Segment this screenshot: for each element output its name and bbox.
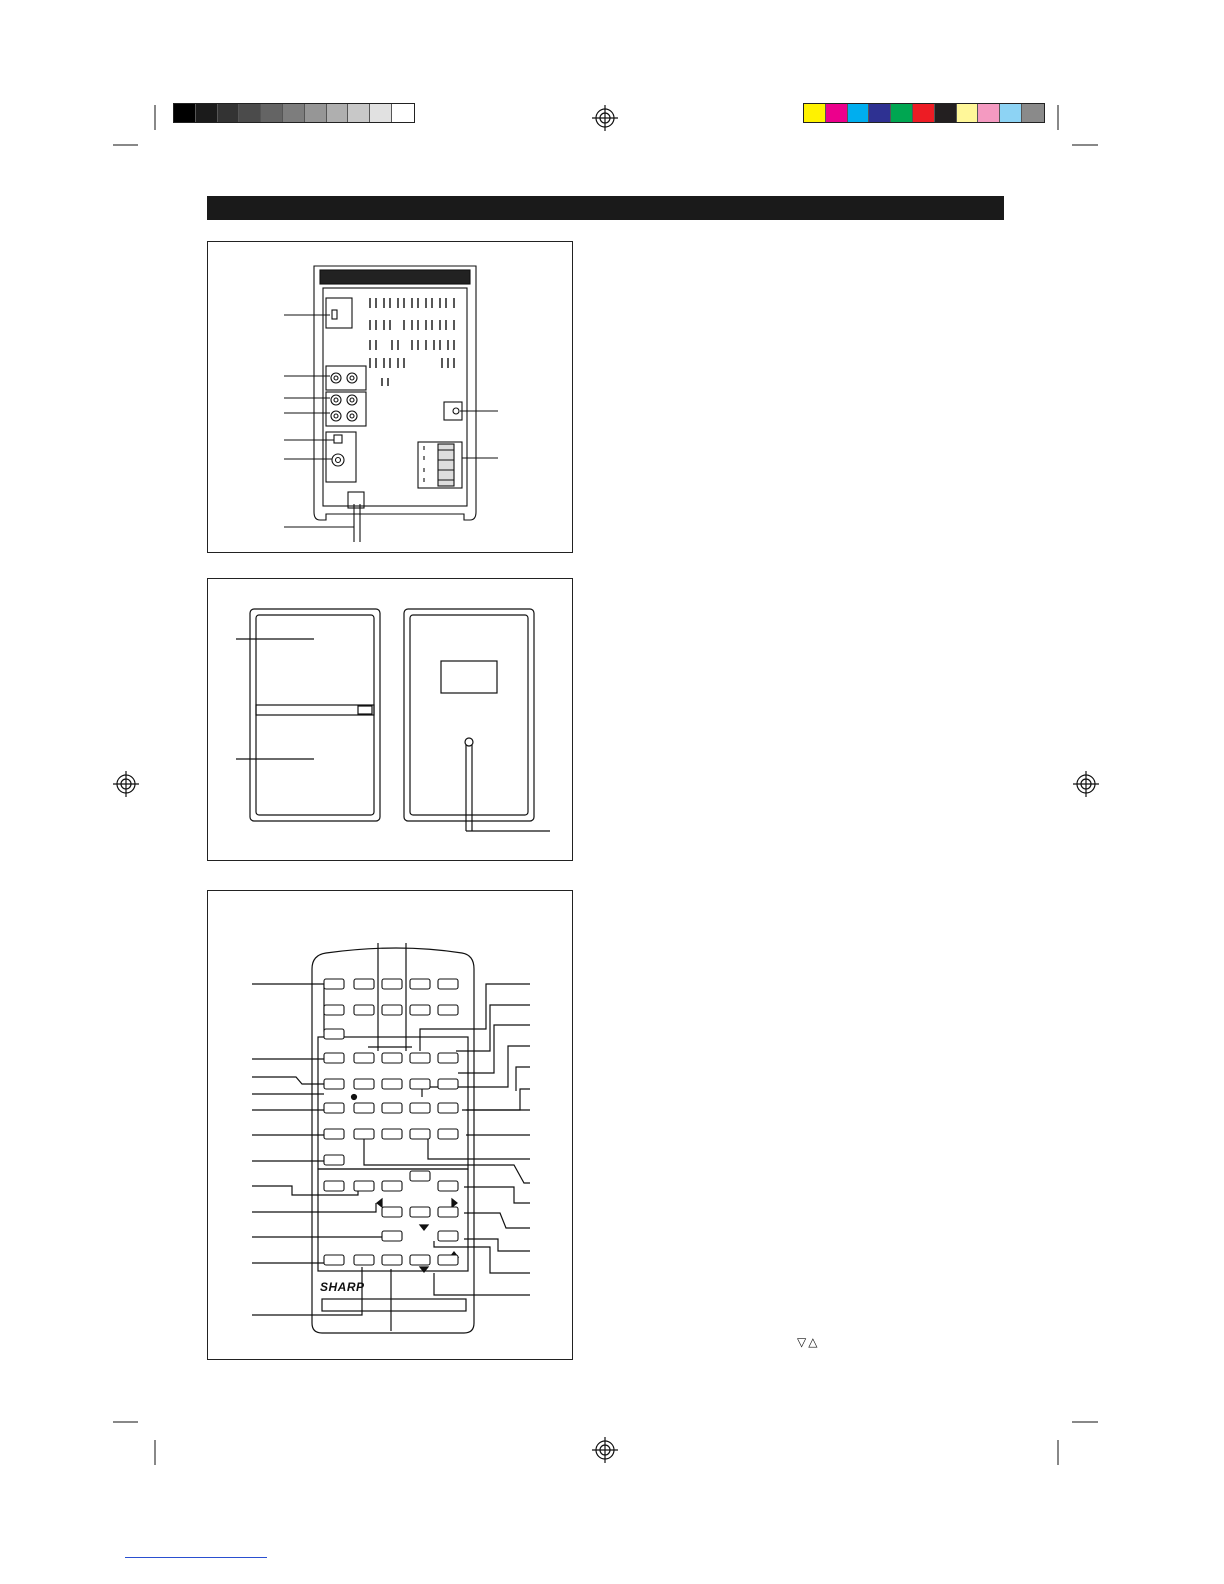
remote-button-8[interactable]: [382, 1005, 402, 1015]
remote-button-32[interactable]: [324, 1155, 344, 1165]
remote-button-24[interactable]: [382, 1103, 402, 1113]
remote-button-45[interactable]: [410, 1255, 430, 1265]
remote-button-4[interactable]: [410, 979, 430, 989]
remote-button-20[interactable]: [410, 1079, 430, 1089]
rear-panel-figure: [207, 241, 573, 553]
color-swatch-1: [804, 104, 826, 122]
remote-button-46[interactable]: [438, 1255, 458, 1265]
remote-button-1[interactable]: [324, 979, 344, 989]
remote-control-drawing: [208, 891, 574, 1361]
grayscale-calibration-strip: [173, 103, 415, 123]
color-swatch-9: [978, 104, 1000, 122]
remote-button-29[interactable]: [382, 1129, 402, 1139]
color-swatch-4: [869, 104, 891, 122]
speaker-figure: [207, 578, 573, 861]
remote-button-25[interactable]: [410, 1103, 430, 1113]
remote-brand-logo: SHARP: [320, 1280, 365, 1294]
color-swatch-6: [913, 104, 935, 122]
remote-button-2[interactable]: [354, 979, 374, 989]
remote-button-30[interactable]: [410, 1129, 430, 1139]
gray-swatch-4: [239, 104, 261, 122]
color-swatch-7: [935, 104, 957, 122]
remote-button-16[interactable]: [438, 1053, 458, 1063]
remote-button-42[interactable]: [324, 1255, 344, 1265]
remote-button-7[interactable]: [354, 1005, 374, 1015]
remote-button-36[interactable]: [438, 1181, 458, 1191]
remote-button-19[interactable]: [382, 1079, 402, 1089]
main-unit-rear-drawing: [208, 242, 574, 554]
remote-button-5[interactable]: [438, 979, 458, 989]
gray-swatch-7: [305, 104, 327, 122]
footer-link-underline: [125, 1557, 267, 1558]
remote-button-28[interactable]: [354, 1129, 374, 1139]
remote-button-26[interactable]: [438, 1103, 458, 1113]
remote-button-12[interactable]: [324, 1053, 344, 1063]
color-swatch-10: [1000, 104, 1022, 122]
speaker-drawing: [208, 579, 574, 862]
remote-button-dpad-up[interactable]: [410, 1171, 430, 1181]
gray-swatch-10: [370, 104, 392, 122]
color-swatch-2: [826, 104, 848, 122]
section-title-bar: [207, 196, 1004, 220]
remote-button-41[interactable]: [438, 1231, 458, 1241]
remote-button-44[interactable]: [382, 1255, 402, 1265]
remote-control-figure: [207, 890, 573, 1360]
remote-button-43[interactable]: [354, 1255, 374, 1265]
remote-button-39[interactable]: [438, 1207, 458, 1217]
triangle-down-up-icons: ▽△: [797, 1335, 820, 1349]
color-swatch-11: [1022, 104, 1044, 122]
gray-swatch-11: [392, 104, 414, 122]
remote-button-34[interactable]: [354, 1181, 374, 1191]
color-calibration-strip: [803, 103, 1045, 123]
remote-button-9[interactable]: [410, 1005, 430, 1015]
gray-swatch-6: [283, 104, 305, 122]
remote-button-17[interactable]: [324, 1079, 344, 1089]
remote-button-15[interactable]: [410, 1053, 430, 1063]
gray-swatch-2: [196, 104, 218, 122]
remote-button-33[interactable]: [324, 1181, 344, 1191]
remote-button-31[interactable]: [438, 1129, 458, 1139]
remote-button-38[interactable]: [410, 1207, 430, 1217]
remote-button-10[interactable]: [438, 1005, 458, 1015]
remote-button-40[interactable]: [382, 1231, 402, 1241]
color-swatch-5: [891, 104, 913, 122]
remote-button-18[interactable]: [354, 1079, 374, 1089]
gray-swatch-5: [261, 104, 283, 122]
remote-button-11[interactable]: [324, 1029, 344, 1039]
color-swatch-8: [957, 104, 979, 122]
gray-swatch-1: [174, 104, 196, 122]
remote-button-13[interactable]: [354, 1053, 374, 1063]
remote-button-27[interactable]: [324, 1129, 344, 1139]
remote-button-6[interactable]: [324, 1005, 344, 1015]
remote-button-3[interactable]: [382, 979, 402, 989]
remote-button-22[interactable]: [324, 1103, 344, 1113]
remote-button-35[interactable]: [382, 1181, 402, 1191]
remote-button-23[interactable]: [354, 1103, 374, 1113]
color-swatch-3: [848, 104, 870, 122]
remote-button-21[interactable]: [438, 1079, 458, 1089]
remote-button-14[interactable]: [382, 1053, 402, 1063]
gray-swatch-3: [218, 104, 240, 122]
gray-swatch-9: [348, 104, 370, 122]
remote-button-37[interactable]: [382, 1207, 402, 1217]
gray-swatch-8: [327, 104, 349, 122]
